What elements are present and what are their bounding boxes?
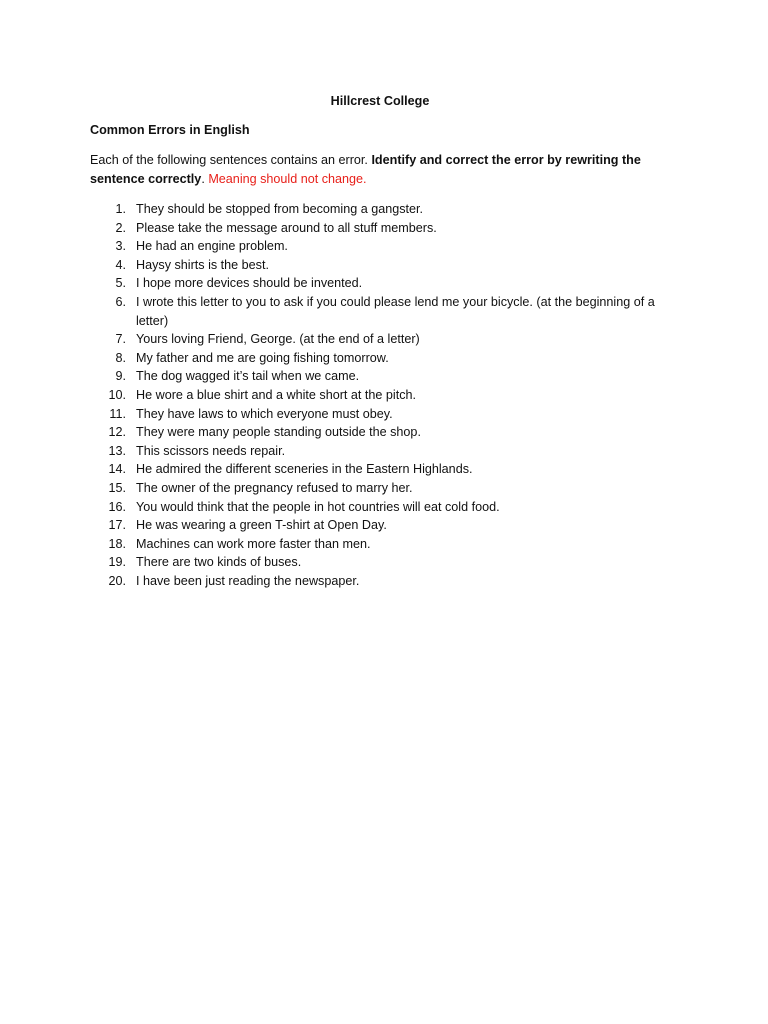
list-item-number: 17. [108,518,126,533]
list-item [90,460,670,479]
list-item-number: 2. [115,220,126,235]
list-item-sentence: He had an engine problem. [136,239,288,254]
document-title: Hillcrest College [330,94,430,108]
list-item [90,553,670,572]
list-item-number: 10. [108,387,126,402]
list-item [90,498,670,517]
list-item-sentence: He admired the different sceneries in the Eastern Highlands. [136,462,473,477]
list-item-number: 5. [115,276,126,291]
document-content [90,93,670,590]
list-item [90,293,670,330]
list-item-sentence: They have laws to which everyone must obey. [136,406,393,421]
list-item-number: 9. [115,369,126,384]
list-item-sentence: He wore a blue shirt and a white short at the pitch. [136,387,417,402]
list-item-number: 13. [108,443,126,458]
list-item-sentence: They were many people standing outside the shop. [136,425,421,440]
list-item [90,535,670,554]
list-item-sentence: My father and me are going fishing tomorrow. [136,350,389,365]
list-item-number: 18. [108,536,126,551]
instructions-plain-text: Each of the following sentences contains an error. [90,153,372,167]
list-item-sentence: He was wearing a green T-shirt at Open Day. [136,518,387,533]
instructions-paragraph [90,151,670,189]
list-item-number: 20. [108,573,126,588]
list-item [90,442,670,461]
list-item-number: 4. [115,257,126,272]
list-item-sentence: This scissors needs repair. [136,443,286,458]
list-item-sentence: Please take the message around to all stuff members. [136,220,437,235]
list-item-number: 12. [108,425,126,440]
list-item-number: 14. [108,462,126,477]
list-item [90,405,670,424]
instructions-red-note: Meaning should not change. [208,172,367,186]
instructions-bold-text: Identify and correct the error by rewriting the sentence correctly [90,153,641,186]
list-item-number: 19. [108,555,126,570]
list-item-number: 16. [108,499,126,514]
list-item [90,237,670,256]
list-item-sentence: They should be stopped from becoming a gangster. [136,202,424,216]
list-item-number: 11. [109,406,126,421]
list-item-number: 15. [108,480,126,495]
document-subtitle: Common Errors in English [90,123,250,137]
list-item [90,367,670,386]
list-item-sentence: I hope more devices should be invented. [136,276,363,291]
list-item [90,479,670,498]
list-item-sentence: Yours loving Friend, George. (at the end of a letter) [136,332,420,347]
list-item-sentence: You would think that the people in hot countries will eat cold food. [136,499,500,514]
list-item-sentence: I have been just reading the newspaper. [136,573,360,588]
list-item-sentence: The dog wagged it’s tail when we came. [136,369,360,384]
list-item-sentence: There are two kinds of buses. [136,555,302,570]
list-item-sentence: Haysy shirts is the best. [136,257,269,272]
list-item [90,423,670,442]
list-item [90,219,670,238]
list-item [90,274,670,293]
instructions-period: . [201,172,209,186]
list-item-sentence: I wrote this letter to you to ask if you could please lend me your bicycle. (at the beginning of a letter) [136,294,655,328]
list-item [90,349,670,368]
list-item [90,256,670,275]
list-item [90,386,670,405]
list-item-number: 7. [115,332,126,347]
list-item-number: 3. [115,239,126,254]
list-item [90,516,670,535]
sentence-list [90,200,670,590]
list-item-number: 1. [115,202,126,216]
list-item-number: 8. [115,350,126,365]
list-item-number: 6. [115,294,126,309]
list-item [90,200,670,219]
list-item [90,330,670,349]
list-item-sentence: The owner of the pregnancy refused to marry her. [136,480,413,495]
list-item [90,572,670,591]
list-item-sentence: Machines can work more faster than men. [136,536,371,551]
